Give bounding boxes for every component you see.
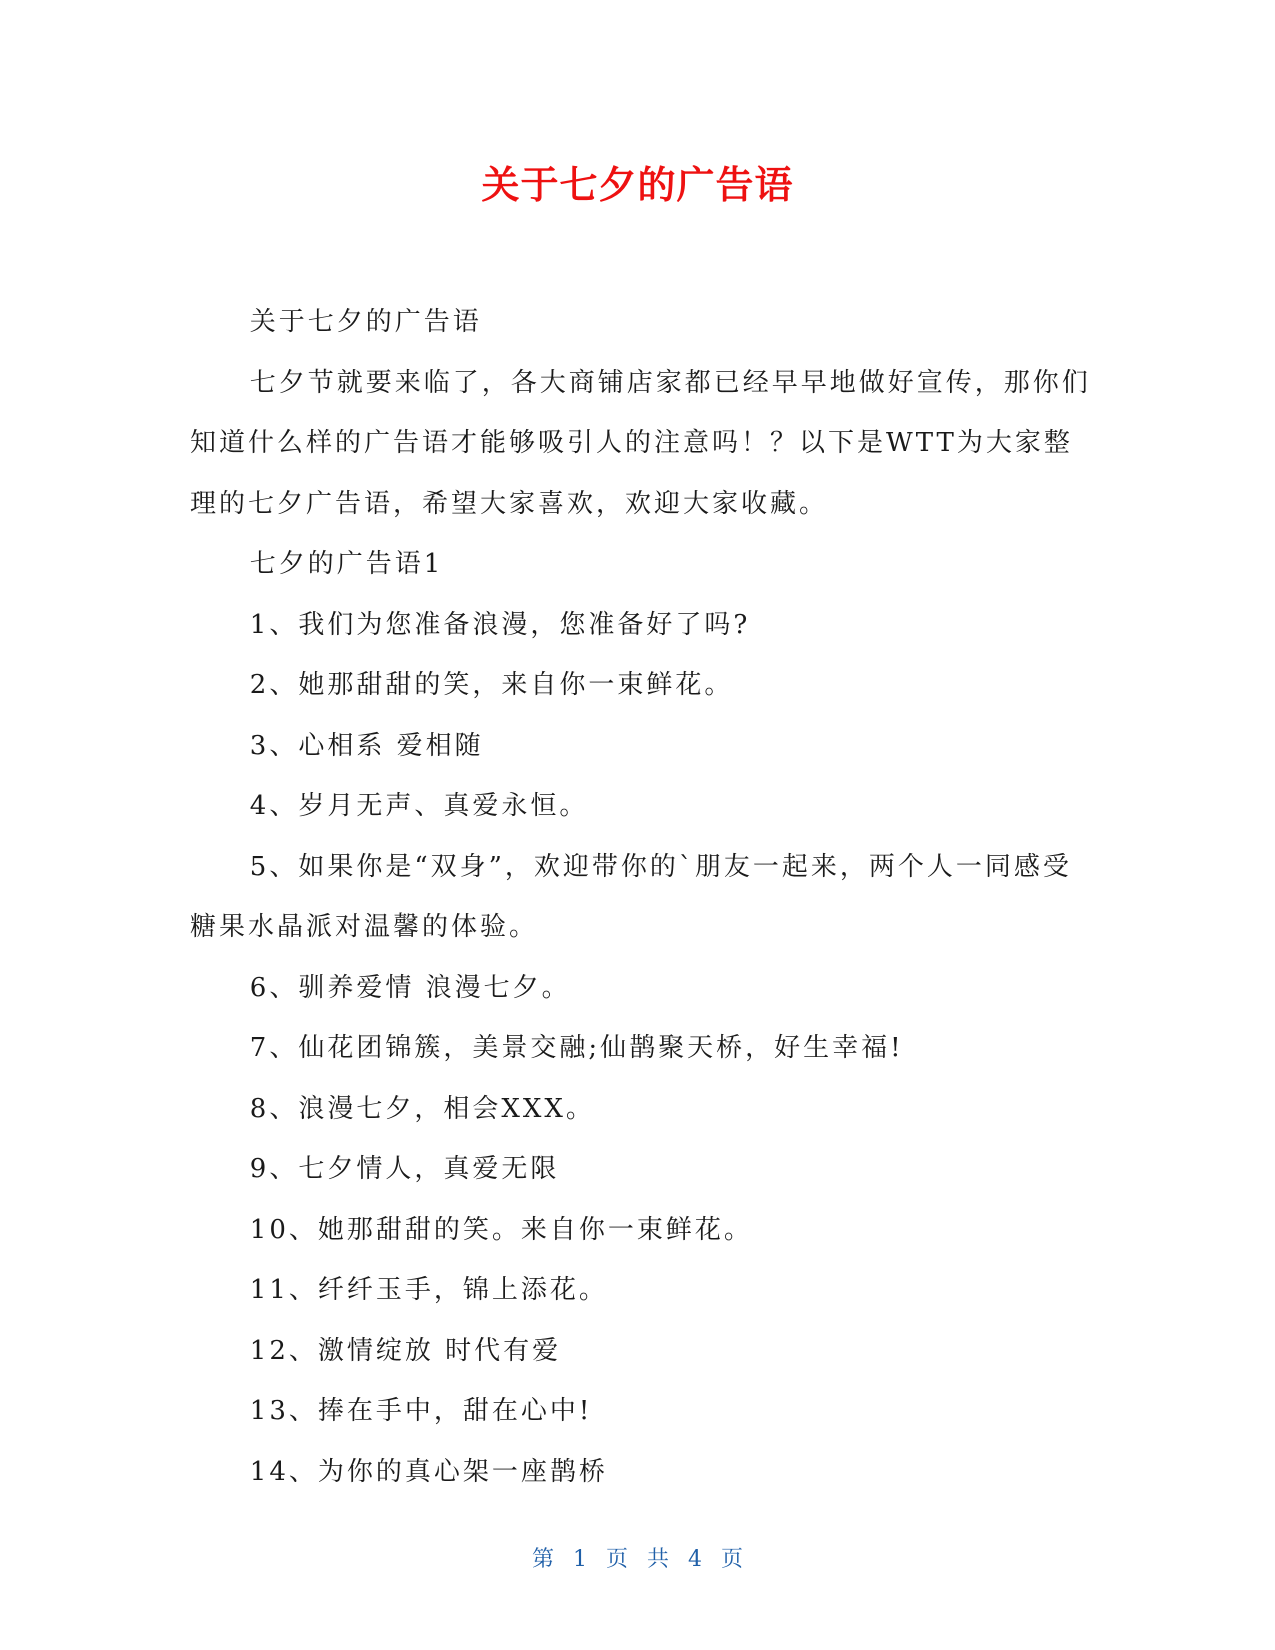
- list-item: 8、浪漫七夕，相会XXX。: [249, 1093, 595, 1124]
- page-label-mid: 页: [605, 1547, 628, 1572]
- list-item: 3、心相系 爱相随: [249, 730, 484, 761]
- page-label-suffix: 页: [721, 1547, 744, 1572]
- list-item: 4、岁月无声、真爱永恒。: [249, 791, 589, 821]
- list-item: 5、如果你是“双身”，欢迎带你的`朋友一起来，两个人一同感受糖果水晶派对温馨的体验。: [190, 851, 1072, 942]
- current-page-number: 1: [572, 1547, 587, 1572]
- list-item: 12、激情绽放 时代有爱: [249, 1335, 562, 1366]
- page-label-prefix: 第: [531, 1547, 554, 1572]
- list-item: 13、捧在手中，甜在心中!: [249, 1396, 593, 1426]
- list-item: 1、我们为您准备浪漫，您准备好了吗?: [249, 609, 751, 640]
- list-item: 11、纤纤玉手，锦上添花。: [249, 1275, 608, 1305]
- total-page-number: 4: [688, 1547, 703, 1572]
- document-body: [190, 292, 1095, 1502]
- page-footer: [0, 1545, 1275, 1575]
- section-heading: 七夕的广告语1: [249, 549, 444, 579]
- paragraph-heading: 关于七夕的广告语: [249, 307, 482, 337]
- list-item: 9、七夕情人，真爱无限: [249, 1154, 560, 1184]
- list-item: 14、为你的真心架一座鹊桥: [249, 1456, 608, 1487]
- document-title: 关于七夕的广告语: [481, 163, 794, 207]
- list-item: 2、她那甜甜的笑，来自你一束鲜花。: [249, 670, 734, 700]
- total-label: 共: [647, 1547, 670, 1572]
- list-item: 7、仙花团锦簇，美景交融;仙鹊聚天桥，好生幸福!: [249, 1033, 904, 1063]
- list-item: 6、驯养爱情 浪漫七夕。: [249, 972, 571, 1003]
- list-item: 10、她那甜甜的笑。来自你一束鲜花。: [249, 1214, 753, 1245]
- paragraph-intro: 七夕节就要来临了，各大商铺店家都已经早早地做好宣传，那你们知道什么样的广告语才能够吸引人的注意吗！？以下是WTT为大家整理的七夕广告语，希望大家喜欢，欢迎大家收藏。: [190, 367, 1091, 519]
